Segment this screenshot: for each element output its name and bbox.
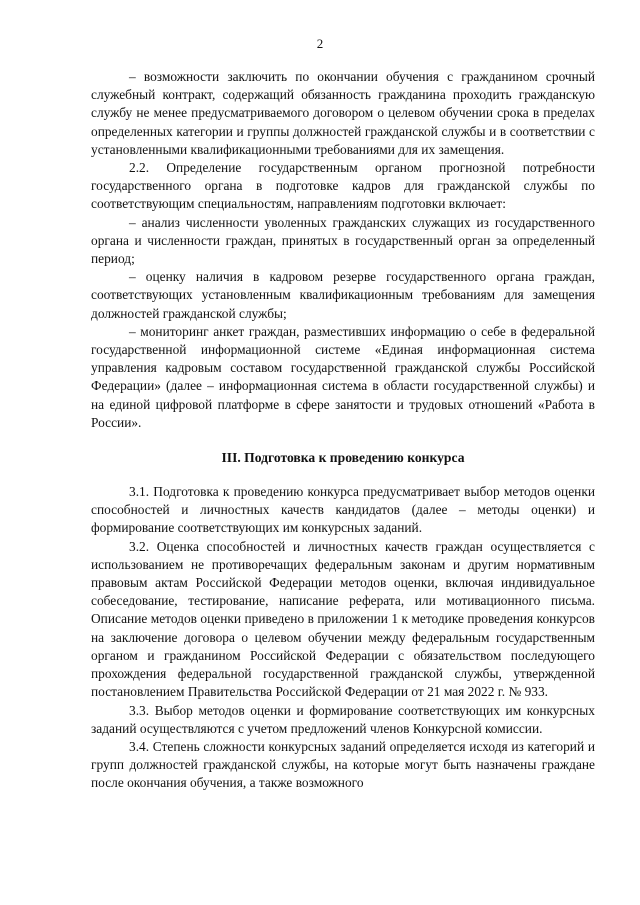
- paragraph-contract-possibility: – возможности заключить по окончании обучения с гражданином срочный служебный контракт, содержащий обязанность гражданина проходить гражданскую службу не менее предусматриваемого договором о целевом обучении срока в пределах определенных категории и группы должностей гражданской службы и в соответствии с установленными квалификационными требованиями для их замещения.: [91, 69, 595, 157]
- document-body: [91, 68, 595, 793]
- paragraph-reserve-assessment: – оценку наличия в кадровом резерве государственного органа граждан, соответствующих установленным квалификационным требованиям для замещения должностей гражданской службы;: [91, 269, 595, 321]
- paragraph-3-2: 3.2. Оценка способностей и личностных качеств граждан осуществляется с использованием не противоречащих федеральным законам и другим нормативным правовым актам Российской Федерации методов оценки, включая индивидуальное собеседование, тестирование, написание реферата, или мотивационного письма. Описание методов оценки приведено в приложении 1 к методике проведения конкурсов на заключение договора о целевом обучении между федеральным государственным органом и гражданином Российской Федерации с обязательством последующего прохождения федеральной государственной гражданской службы, утвержденной постановлением Правительства Российской Федерации от 21 мая 2022 г. № 933.: [91, 538, 595, 700]
- paragraph-3-1: 3.1. Подготовка к проведению конкурса предусматривает выбор методов оценки способностей и личностных качеств кандидатов (далее – методы оценки) и формирование соответствующих им конкурсных заданий.: [91, 484, 595, 536]
- paragraph-2-2: 2.2. Определение государственным органом прогнозной потребности государственного органа в подготовке кадров для гражданской службы по соответствующим специальностям, направлениям подготовки включает:: [91, 160, 595, 212]
- paragraph-3-3: 3.3. Выбор методов оценки и формирование соответствующих им конкурсных заданий осуществляются с учетом предложений членов Конкурсной комиссии.: [91, 702, 595, 736]
- page-number: 2: [316, 36, 324, 51]
- paragraph-analysis: – анализ численности уволенных гражданских служащих из государственного органа и численности граждан, принятых в государственный орган за определенный период;: [91, 214, 595, 267]
- paragraph-monitoring: – мониторинг анкет граждан, разместивших информацию о себе в федеральной государственной информационной системе «Единая информационная система управления кадровым составом государственной гражданской службы Российской Федерации» (далее – информационная система в области государственной службы) и на единой цифровой платформе в сфере занятости и трудовых отношений «Работа в России».: [91, 323, 595, 430]
- section-heading-iii: III. Подготовка к проведению конкурса: [221, 450, 465, 466]
- paragraph-3-4: 3.4. Степень сложности конкурсных заданий определяется исходя из категорий и групп должностей гражданской службы, на которые могут быть назначены граждане после окончания обучения, а также возможного: [91, 738, 595, 791]
